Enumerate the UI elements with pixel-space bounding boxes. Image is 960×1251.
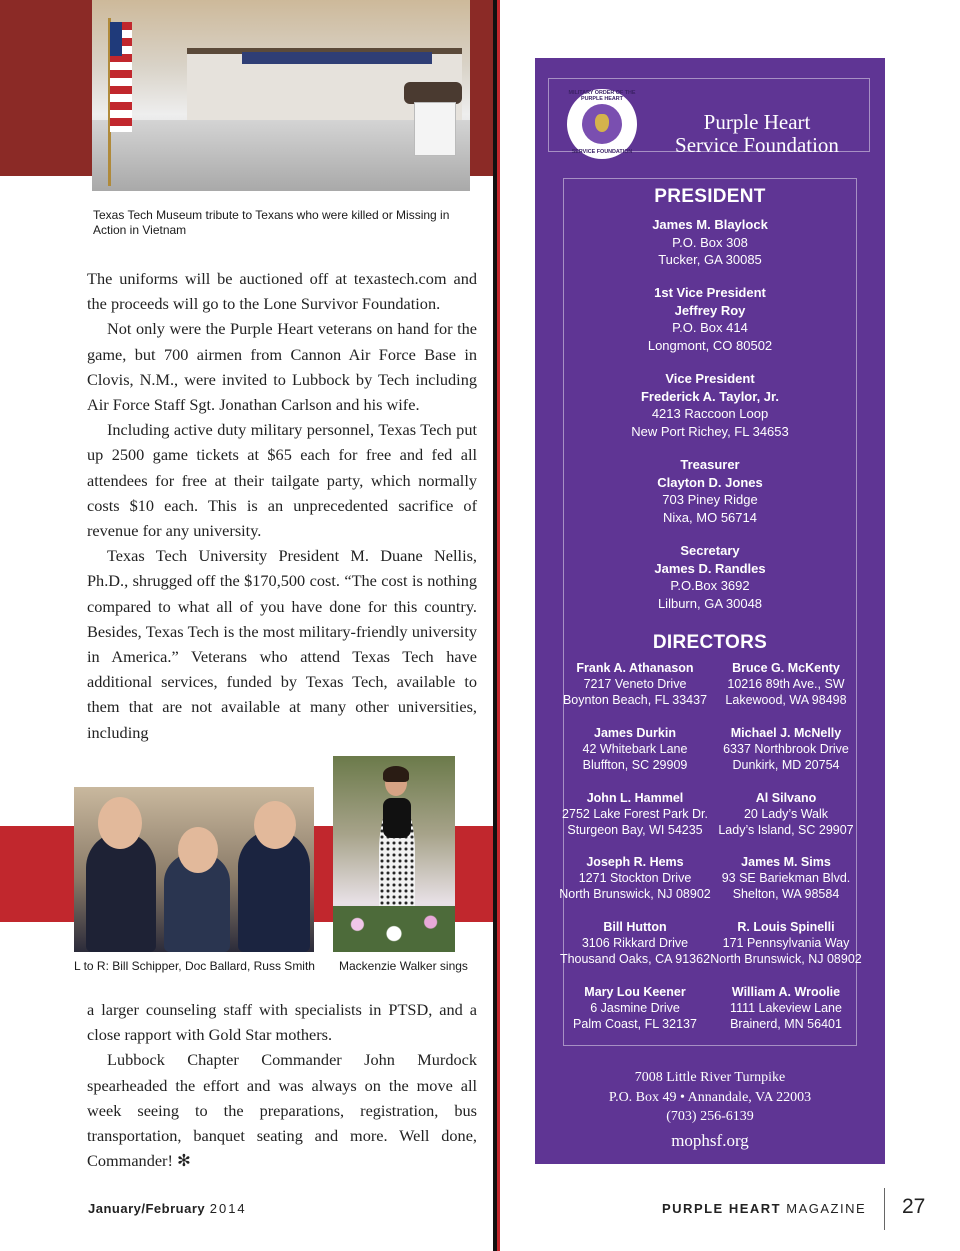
director-name: Bill Hutton [603,920,667,934]
page-number: 27 [902,1195,926,1218]
singer-top [383,798,411,838]
director-entry [555,854,715,902]
foundation-sidebar [535,58,885,1164]
officer-address-line2: Lilburn, GA 30048 [657,595,763,611]
sidebar-header [548,78,870,157]
director-name: Bruce G. McKenty [732,661,840,675]
group-photo [74,787,314,952]
phone-number: (703) 256-6139 [666,1109,754,1124]
director-address-line1: 6337 Northbrook Drive [723,742,849,756]
director-name: James M. Sims [741,855,831,869]
director-name: Al Silvano [755,791,817,805]
director-address-line2: Brainerd, MN 56401 [730,1017,842,1031]
article-paragraph: a larger counseling staff with specialists in PTSD, and a close rapport with Gold Star mothers. [87,1000,477,1045]
director-address-line2: Thousand Oaks, CA 91362 [559,952,711,966]
director-name: James Durkin [594,726,676,740]
directors-heading: DIRECTORS [652,632,768,653]
seal-inner [582,104,622,144]
officer-title: Treasurer [680,457,740,472]
director-entry [706,984,866,1032]
director-entry [555,725,715,773]
display-statue [404,82,462,104]
director-name: Michael J. McNelly [730,726,842,740]
director-address-line1: 171 Pennsylvania Way [722,936,850,950]
article-body-bottom [87,997,477,1173]
foundation-contact [535,1068,885,1150]
officer-title: Secretary [680,543,740,558]
museum-banner [242,52,432,64]
officer-address-line1: 4213 Raccoon Loop [651,406,769,421]
director-entry [706,854,866,902]
museum-photo-caption: Texas Tech Museum tribute to Texans who were killed or Missing in Action in Vietnam [93,208,450,237]
officer-vice-president [535,370,885,440]
president-heading: PRESIDENT [654,186,766,207]
officer-president [535,216,885,269]
singer-hair [383,766,409,782]
officer-name: Frederick A. Taylor, Jr. [640,388,779,404]
officer-address-line2: Tucker, GA 30085 [658,252,762,267]
director-entry [706,725,866,773]
officer-address-line1: P.O. Box 308 [672,234,748,250]
director-name: Joseph R. Hems [586,855,684,869]
seal-text-bottom: SERVICE FOUNDATION [571,149,633,155]
singer-photo-caption: Mackenzie Walker sings [339,959,468,973]
article-paragraph: The uniforms will be auctioned off at texastech.com and the proceeds will go to the Lone Survivor Foundation. [87,269,477,314]
article-paragraph: Texas Tech University President M. Duane Nellis, Ph.D., shrugged off the $170,500 cost. “The cost is nothing compared to what all of you have done for this country. Besides, Texas Tech is the most military-friendly university in America.” Veterans who attend Texas Tech have additional services, funded by Texas Tech, available to them that are not available at many other universities, including [87,546,477,742]
purple-heart-medal-icon [595,114,609,132]
issue-year: 2014 [209,1201,247,1216]
magazine-name [662,1201,866,1216]
article-paragraph: Not only were the Purple Heart veterans on hand for the game, but 700 airmen from Cannon Air Force Base in Clovis, N.M., were invited to Lubbock by Tech including Air Force Staff Sgt. Jonathan Carlson and his wife. [87,319,477,415]
person-right-head [254,801,296,849]
magazine-name-bold: PURPLE HEART [662,1201,782,1216]
seal-text-top: MILITARY ORDER OF THE PURPLE HEART [568,90,636,102]
director-address-line2: North Brunswick, NJ 08902 [710,952,862,966]
director-address-line1: 3106 Rikkard Drive [581,936,689,950]
director-entry [706,660,866,708]
director-address-line1: 10216 89th Ave., SW [727,677,845,691]
footer-divider [884,1188,885,1230]
officer-address-line1: 703 Piney Ridge [662,492,758,507]
organization-name [657,111,857,157]
director-address-line2: Palm Coast, FL 32137 [573,1017,697,1031]
organization-name-line1: Purple Heart [703,110,811,134]
director-address-line2: Lady’s Island, SC 29907 [718,823,854,837]
director-name: R. Louis Spinelli [737,920,835,934]
officer-name: Clayton D. Jones [657,474,763,490]
director-entry [706,919,866,967]
director-address-line2: Shelton, WA 98584 [732,887,840,901]
director-entry [706,790,866,838]
director-address-line2: Boynton Beach, FL 33437 [562,693,708,707]
officer-address-line2: Nixa, MO 56714 [663,509,757,525]
director-name: John L. Hammel [586,791,684,805]
officer-first-vice-president [535,284,885,354]
officer-address-line2: New Port Richey, FL 34653 [631,423,789,439]
issue-month: January/February [88,1201,206,1216]
person-left-head [98,797,142,849]
person-center-head [178,827,218,873]
director-entry [555,790,715,838]
director-entry [555,919,715,967]
singer-photo [333,756,455,952]
officer-address-line2: Longmont, CO 80502 [647,337,773,353]
officer-address-line1: P.O. Box 414 [672,320,748,335]
address-po-box: P.O. Box 49 • Annandale, VA 22003 [608,1089,812,1105]
group-photo-caption: L to R: Bill Schipper, Doc Ballard, Russ Smith [74,959,315,973]
director-address-line1: 93 SE Bariekman Blvd. [721,871,851,885]
director-address-line2: Dunkirk, MD 20754 [732,758,840,772]
issue-date [88,1201,247,1216]
officer-address-line1: P.O.Box 3692 [670,578,750,593]
us-flag-union [110,22,122,56]
article-paragraph: Lubbock Chapter Commander John Murdock spearheaded the effort and was always on the move all week seeing to the preparations, registration, bus transportation, banquet seating and more. Well done, Commander! ✻ [87,1050,477,1171]
address-street: 7008 Little River Turnpike [634,1070,786,1085]
organization-name-line2: Service Foundation [675,133,839,157]
website-link[interactable]: mophsf.org [671,1130,749,1150]
officer-name: James M. Blaylock [652,217,768,232]
director-address-line1: 1111 Lakeview Lane [730,1001,842,1015]
officer-title: 1st Vice President [654,285,766,300]
officer-name: James D. Randles [654,560,766,576]
director-address-line2: North Brunswick, NJ 08902 [559,887,711,901]
officer-name: Jeffrey Roy [674,302,746,318]
director-address-line1: 7217 Veneto Drive [583,677,687,691]
director-name: Mary Lou Keener [584,985,686,999]
article-paragraph: Including active duty military personnel, Texas Tech put up 2500 game tickets at $65 each for free and fed all attendees for free at their tailgate party, which normally costs $10 each. This is an unprecedented sacrifice of revenue for any university. [87,420,477,541]
display-pedestal [414,102,456,156]
flower-arrangement [333,906,455,952]
director-address-line1: 1271 Stockton Drive [578,871,692,885]
director-address-line1: 2752 Lake Forest Park Dr. [562,807,708,821]
director-address-line1: 42 Whitebark Lane [582,742,688,756]
director-name: Frank A. Athanason [576,661,694,675]
person-left [86,832,156,952]
director-address-line2: Lakewood, WA 98498 [725,693,847,707]
officer-secretary [535,542,885,612]
director-address-line2: Sturgeon Bay, WI 54235 [567,823,703,837]
director-address-line2: Bluffton, SC 29909 [582,758,688,772]
museum-photo [92,0,470,191]
director-entry [555,660,715,708]
foundation-seal-icon [567,89,637,159]
article-body-top [87,266,477,745]
director-entry [555,984,715,1032]
director-name: William A. Wroolie [731,985,841,999]
page-divider-accent [497,0,500,1251]
magazine-name-rest: MAGAZINE [786,1201,867,1216]
director-address-line1: 20 Lady’s Walk [743,807,829,821]
officer-treasurer [535,456,885,526]
officer-title: Vice President [665,371,755,386]
director-address-line1: 6 Jasmine Drive [590,1001,680,1015]
